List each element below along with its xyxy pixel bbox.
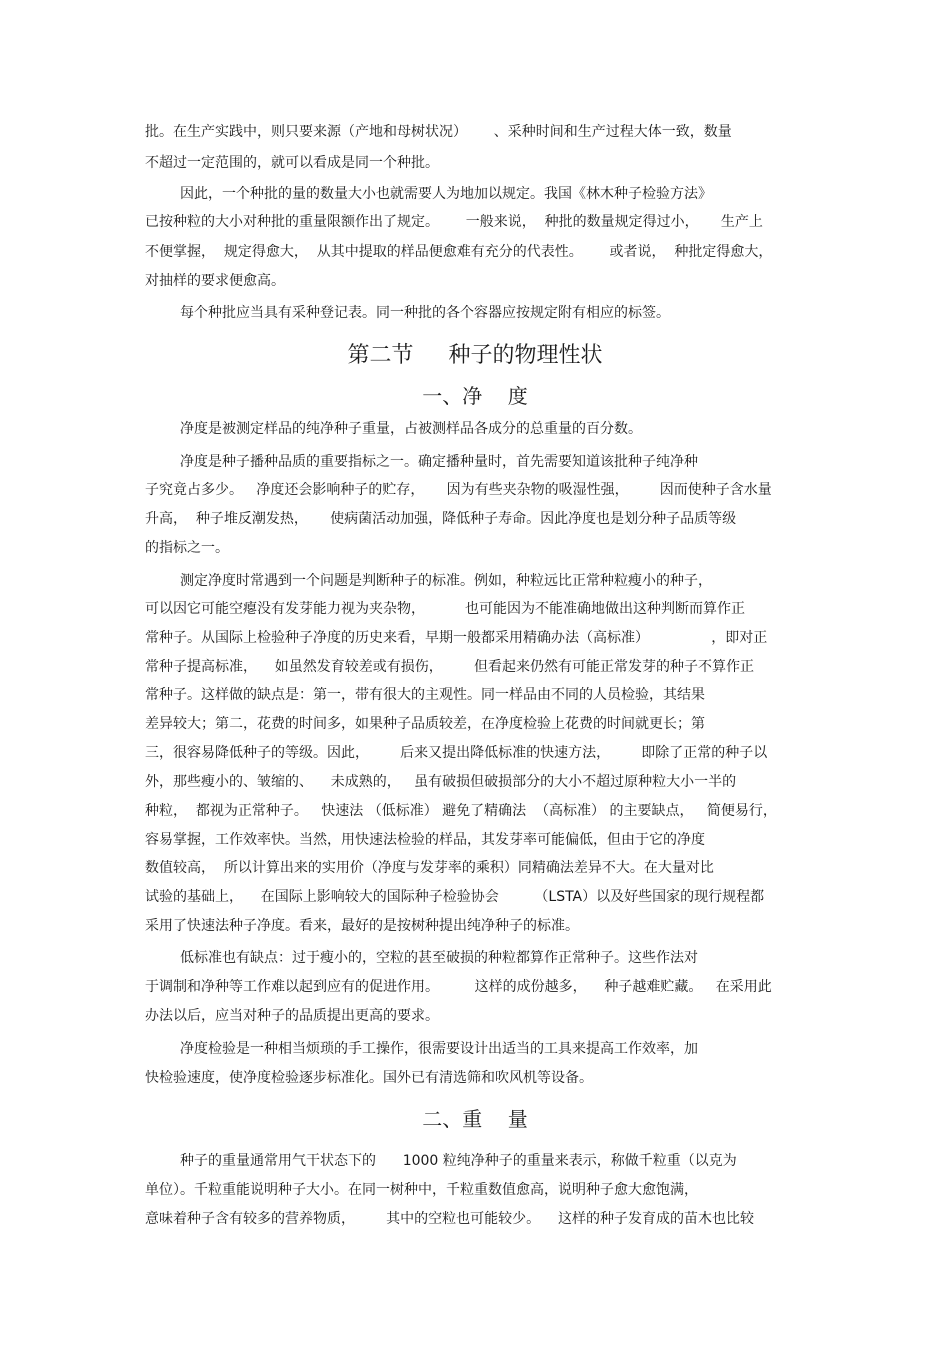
- text-line: 单位）。千粒重能说明种子大小。在同一树种中，千粒重数值愈高，说明种子愈大愈饱满，: [145, 1182, 698, 1198]
- text-line: 快检验速度，使净度检验逐步标准化。国外已有清选筛和吹风机等设备。: [145, 1070, 593, 1086]
- text-line: 意味着种子含有较多的营养物质， 其中的空粒也可能较少。 这样的种子发育成的苗木也比较: [145, 1211, 754, 1227]
- text-line: 试验的基础上， 在国际上影响较大的国际种子检验协会 （LSTA）以及好些国家的现行规程都: [145, 889, 765, 905]
- text-line: 于调制和净种等工作难以起到应有的促进作用。 这样的成份越多， 种子越难贮藏。 在采用此: [145, 979, 772, 995]
- text-line: 常种子。这样做的缺点是：第一，带有很大的主观性。同一样品由不同的人员检验，其结果: [145, 687, 705, 703]
- text-line: 差异较大；第二，花费的时间多，如果种子品质较差，在净度检验上花费的时间就更长；第: [145, 716, 705, 732]
- section-title: 第二节 种子的物理性状: [347, 343, 603, 368]
- text-line: 不便掌握， 规定得愈大， 从其中提取的样品便愈难有充分的代表性。 或者说， 种批定得愈大，: [145, 244, 773, 260]
- text-line: 常种子。从国际上检验种子净度的历史来看，早期一般都采用精确办法（高标准） ，即对正: [145, 630, 768, 646]
- text-line: 净度是种子播种品质的重要指标之一。确定播种量时，首先需要知道该批种子纯净种: [180, 454, 698, 470]
- text-line: 子究竟占多少。 净度还会影响种子的贮存， 因为有些夹杂物的吸湿性强， 因而使种子含水量: [145, 482, 772, 498]
- text-line: 净度是被测定样品的纯净种子重量，占被测样品各成分的总重量的百分数。: [180, 421, 642, 437]
- text-line: 测定净度时常遇到一个问题是判断种子的标准。例如，种粒远比正常种粒瘦小的种子，: [180, 573, 712, 589]
- subsection-title-weight: 二、重 量: [422, 1107, 528, 1131]
- text-line: 不超过一定范围的，就可以看成是同一个种批。: [145, 155, 439, 171]
- text-line: 批。在生产实践中，则只要来源（产地和母树状况） 、采种时间和生产过程大体一致，数量: [145, 124, 732, 140]
- text-line: 办法以后，应当对种子的品质提出更高的要求。: [145, 1008, 439, 1024]
- text-line: 每个种批应当具有采种登记表。同一种批的各个容器应按规定附有相应的标签。: [180, 305, 670, 321]
- text-line: 外，那些瘦小的、皱缩的、 未成熟的， 虽有破损但破损部分的大小不超过原种粒大小一半的: [145, 774, 737, 790]
- text-line: 常种子提高标准， 如虽然发育较差或有损伤， 但看起来仍然有可能正常发芽的种子不算作正: [145, 659, 754, 675]
- text-line: 净度检验是一种相当烦琐的手工操作，很需要设计出适当的工具来提高工作效率，加: [180, 1041, 698, 1057]
- text-line: 对抽样的要求便愈高。: [145, 273, 285, 289]
- text-line: 可以因它可能空瘪没有发芽能力视为夹杂物， 也可能因为不能准确地做出这种判断而算作正: [145, 601, 746, 617]
- text-line: 种粒， 都视为正常种子。 快速法 （低标准） 避免了精确法 （高标准） 的主要缺点， 简便易行，: [145, 803, 777, 819]
- text-line: 三，很容易降低种子的等级。因此， 后来又提出降低标准的快速方法， 即除了正常的种子以: [145, 745, 768, 761]
- text-line: 因此，一个种批的量的数量大小也就需要人为地加以规定。我国《林木种子检验方法》: [180, 186, 712, 202]
- text-line: 升高， 种子堆反潮发热， 使病菌活动加强，降低种子寿命。因此净度也是划分种子品质等级: [145, 511, 737, 527]
- text-line: 数值较高， 所以计算出来的实用价（净度与发芽率的乘积）同精确法差异不大。在大量对比: [145, 860, 714, 876]
- text-line: 容易掌握，工作效率快。当然，用快速法检验的样品，其发芽率可能偏低，但由于它的净度: [145, 832, 705, 848]
- text-line: 采用了快速法种子净度。看来，最好的是按树种提出纯净种子的标准。: [145, 918, 579, 934]
- text-line: 已按种粒的大小对种批的重量限额作出了规定。 一般来说， 种批的数量规定得过小， 生产上: [145, 214, 763, 230]
- text-line: 低标准也有缺点：过于瘦小的，空粒的甚至破损的种粒都算作正常种子。这些作法对: [180, 950, 698, 966]
- text-line: 的指标之一。: [145, 540, 229, 556]
- subsection-title-purity: 一、净 度: [422, 384, 528, 408]
- text-line: 种子的重量通常用气干状态下的 1000 粒纯净种子的重量来表示，称做千粒重（以克为: [180, 1153, 737, 1169]
